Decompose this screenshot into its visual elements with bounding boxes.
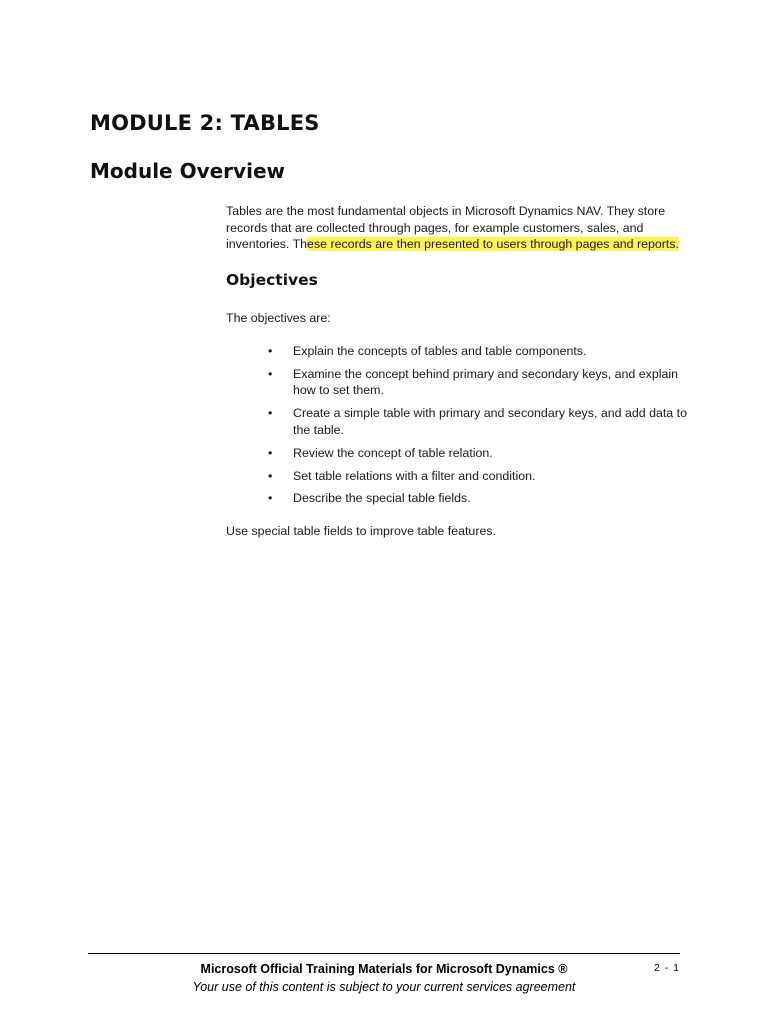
footer-divider [88,953,680,954]
bullet-icon: • [268,344,273,358]
section-title: Module Overview [90,159,285,183]
highlighted-text: ese records are then presented to users through pages and reports. [307,237,679,251]
list-item [268,445,688,462]
intro-text-plain: Tables are the most fundamental objects in Microsoft Dynamics NAV. They store records that are collected through pages, for example customers, sales, and inventories. Th [226,204,666,251]
list-item-text: Describe the special table fields. [293,491,471,506]
intro-text [226,203,696,253]
list-item [268,343,688,360]
objectives-list [268,343,688,513]
objectives-heading: Objectives [226,271,318,289]
bullet-icon: • [268,468,273,483]
footer-title: Microsoft Official Training Materials for Microsoft Dynamics ® [200,962,568,976]
bullet-icon: • [268,406,273,421]
intro-paragraph [226,203,696,253]
list-item-text: Review the concept of table relation. [293,445,493,460]
bullet-icon: • [268,366,273,381]
list-item-text: Set table relations with a filter and condition. [293,468,536,483]
bullet-icon: • [268,491,273,506]
closing-paragraph: Use special table fields to improve table features. [226,524,496,538]
list-item-text: Examine the concept behind primary and secondary keys, and explain how to set them. [293,366,679,398]
list-item [268,366,688,399]
module-title: MODULE 2: TABLES [90,111,320,135]
objectives-intro: The objectives are: [226,311,331,325]
footer-notice: Your use of this content is subject to your current services agreement [192,980,576,994]
page-number: 2 - 1 [653,962,680,974]
bullet-icon: • [268,445,273,460]
list-item [268,468,688,485]
list-item-text: Create a simple table with primary and secondary keys, and add data to the table. [293,406,687,437]
list-item-text: Explain the concepts of tables and table components. [293,344,587,358]
list-item [268,405,688,438]
list-item [268,490,688,507]
